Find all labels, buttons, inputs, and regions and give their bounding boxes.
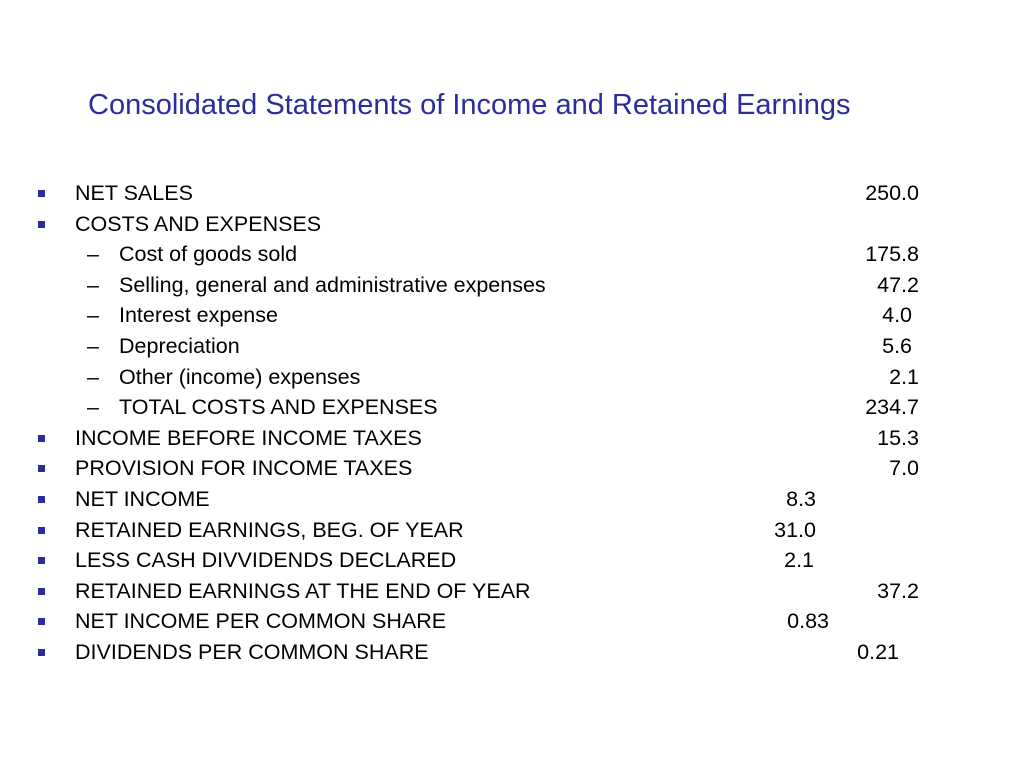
statement-row [0,606,1024,637]
statement-row [0,484,1024,515]
statement-row [0,209,1024,240]
row-value: 250.0 [865,181,919,205]
statement-row [0,178,1024,209]
row-value: 2.1 [784,548,814,573]
square-bullet-icon [38,618,45,625]
row-value: 4.0 [882,303,912,328]
row-label: Cost of goods sold [119,242,298,267]
statement-row [0,331,1024,362]
square-bullet-icon [38,221,45,228]
square-bullet-icon [38,649,45,656]
en-dash-icon: – [87,303,99,328]
row-label: Depreciation [119,333,240,358]
row-value: 0.83 [787,609,829,634]
row-label: LESS CASH DIVVIDENDS DECLARED [75,548,457,573]
en-dash-icon: – [87,395,99,420]
en-dash-icon: – [87,333,99,358]
statement-row [0,545,1024,576]
row-label: TOTAL COSTS AND EXPENSES [119,395,438,420]
row-label: NET INCOME [75,486,210,511]
en-dash-icon: – [87,364,99,389]
row-value: 8.3 [786,486,816,511]
row-label: NET SALES [75,181,193,205]
en-dash-icon: – [87,242,99,267]
statement-row [0,239,1024,270]
row-label: Interest expense [119,303,278,328]
statement-row [0,392,1024,423]
row-value: 5.6 [882,333,912,358]
row-label: RETAINED EARNINGS AT THE END OF YEAR [75,578,531,603]
row-value: 31.0 [774,517,816,542]
slide-title: Consolidated Statements of Income and Retained Earnings [88,89,851,121]
row-value: 0.21 [857,639,899,664]
row-label: PROVISION FOR INCOME TAXES [75,456,413,481]
statement-row [0,637,1024,668]
square-bullet-icon [38,435,45,442]
statement-row [0,423,1024,454]
row-value: 47.2 [877,272,919,297]
row-value: 2.1 [889,364,919,389]
en-dash-icon: – [87,272,99,297]
row-label: DIVIDENDS PER COMMON SHARE [75,639,429,664]
square-bullet-icon [38,496,45,503]
square-bullet-icon [38,588,45,595]
row-label: NET INCOME PER COMMON SHARE [75,609,447,634]
row-value: 7.0 [889,456,919,481]
statement-row [0,453,1024,484]
statement-list [0,178,1024,668]
row-value: 175.8 [865,242,919,267]
row-label: Other (income) expenses [119,364,361,389]
square-bullet-icon [38,190,45,197]
row-label: INCOME BEFORE INCOME TAXES [75,425,422,450]
statement-row [0,300,1024,331]
statement-row [0,515,1024,546]
statement-row [0,270,1024,301]
statement-row [0,362,1024,393]
square-bullet-icon [38,527,45,534]
square-bullet-icon [38,557,45,564]
row-label: RETAINED EARNINGS, BEG. OF YEAR [75,517,464,542]
row-value: 15.3 [877,425,919,450]
statement-row [0,576,1024,607]
row-label: COSTS AND EXPENSES [75,211,322,236]
row-value: 234.7 [865,395,919,420]
square-bullet-icon [38,465,45,472]
row-label: Selling, general and administrative expenses [119,272,546,297]
row-value: 37.2 [877,578,919,603]
